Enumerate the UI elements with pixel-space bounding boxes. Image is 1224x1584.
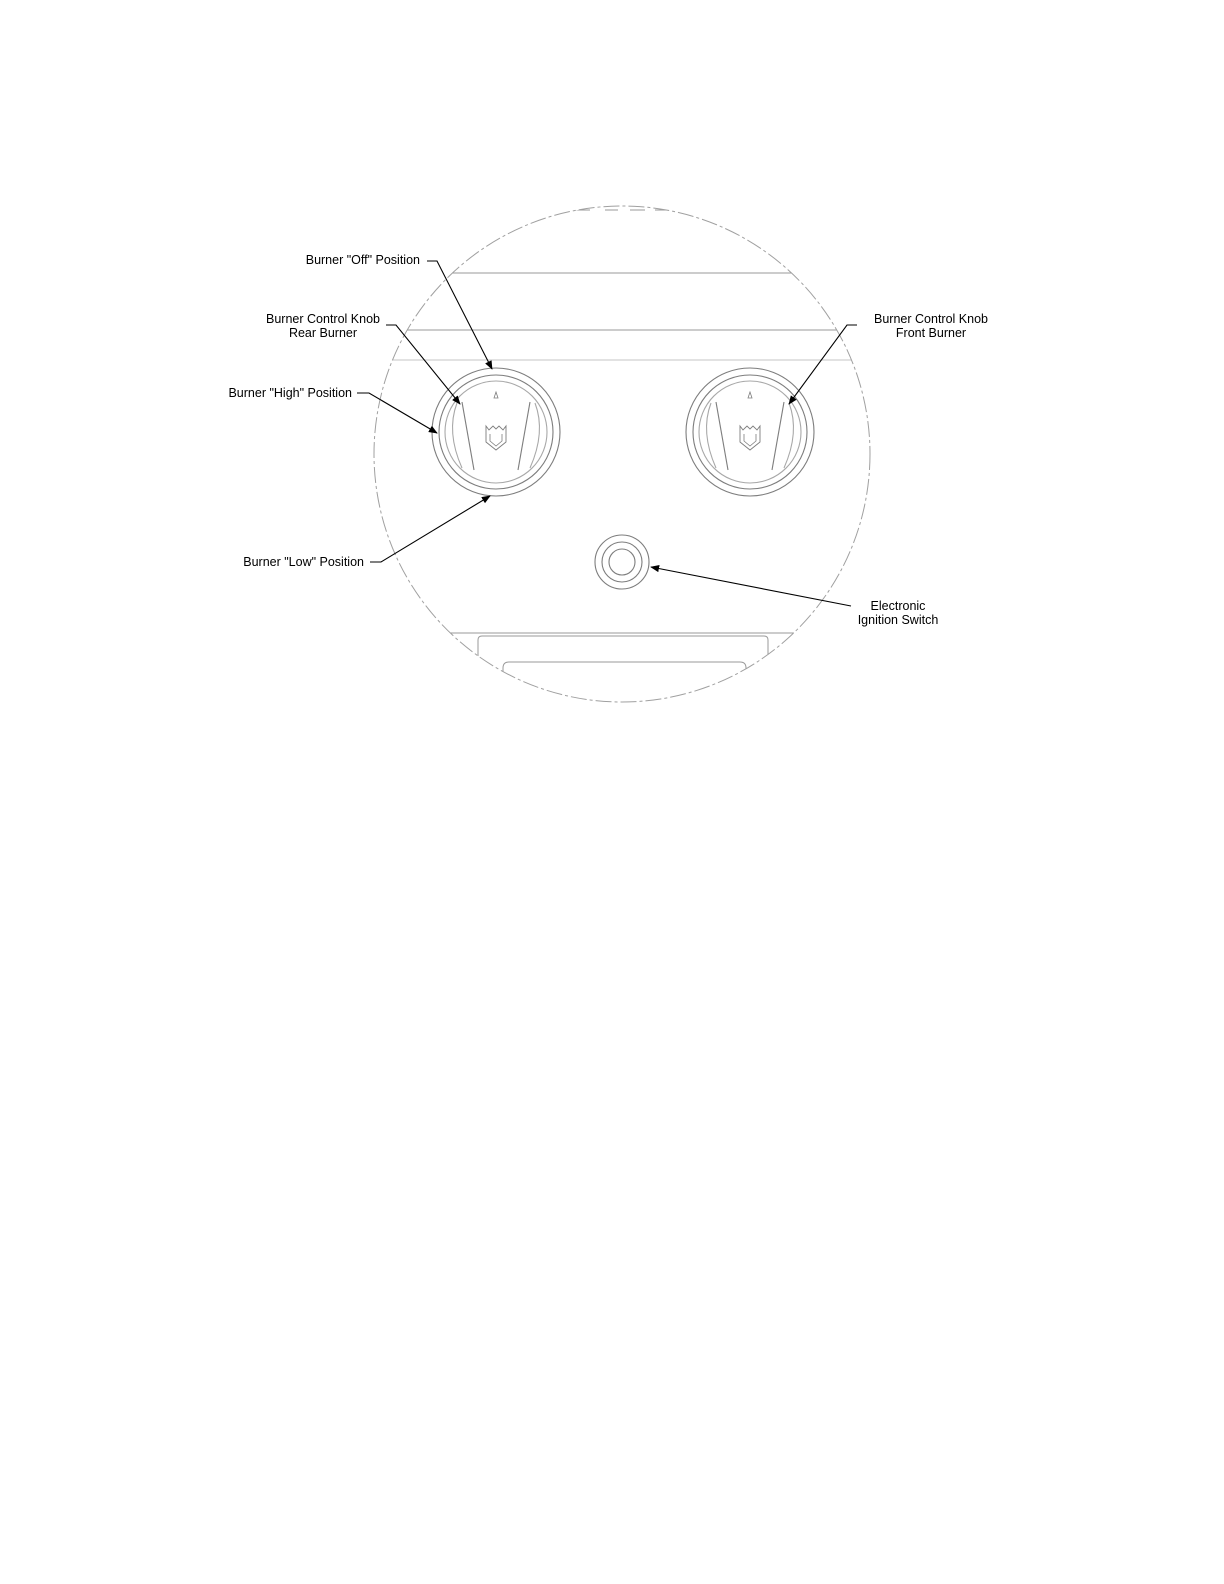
off-position-label: Burner "Off" Position: [305, 253, 420, 267]
bottom-tray: [370, 633, 880, 700]
rear-knob-label: Burner Control Knob Rear Burner: [266, 312, 380, 340]
high-position-leader: [357, 393, 437, 433]
detail-view: [370, 210, 880, 700]
low-position-label: Burner "Low" Position: [243, 555, 364, 569]
high-position-label: Burner "High" Position: [228, 386, 352, 400]
low-position-leader: [370, 496, 490, 562]
off-position-leader: [427, 261, 492, 369]
ignition-leader: [651, 567, 851, 606]
front-burner-knob: [686, 368, 814, 496]
rear-knob-leader: [386, 325, 460, 404]
front-knob-leader: [789, 325, 857, 404]
ignition-switch-label: Electronic Ignition Switch: [857, 599, 939, 627]
front-knob-label: Burner Control Knob Front Burner: [874, 312, 988, 340]
rear-burner-knob: [432, 368, 560, 496]
ignition-switch: [595, 535, 649, 589]
